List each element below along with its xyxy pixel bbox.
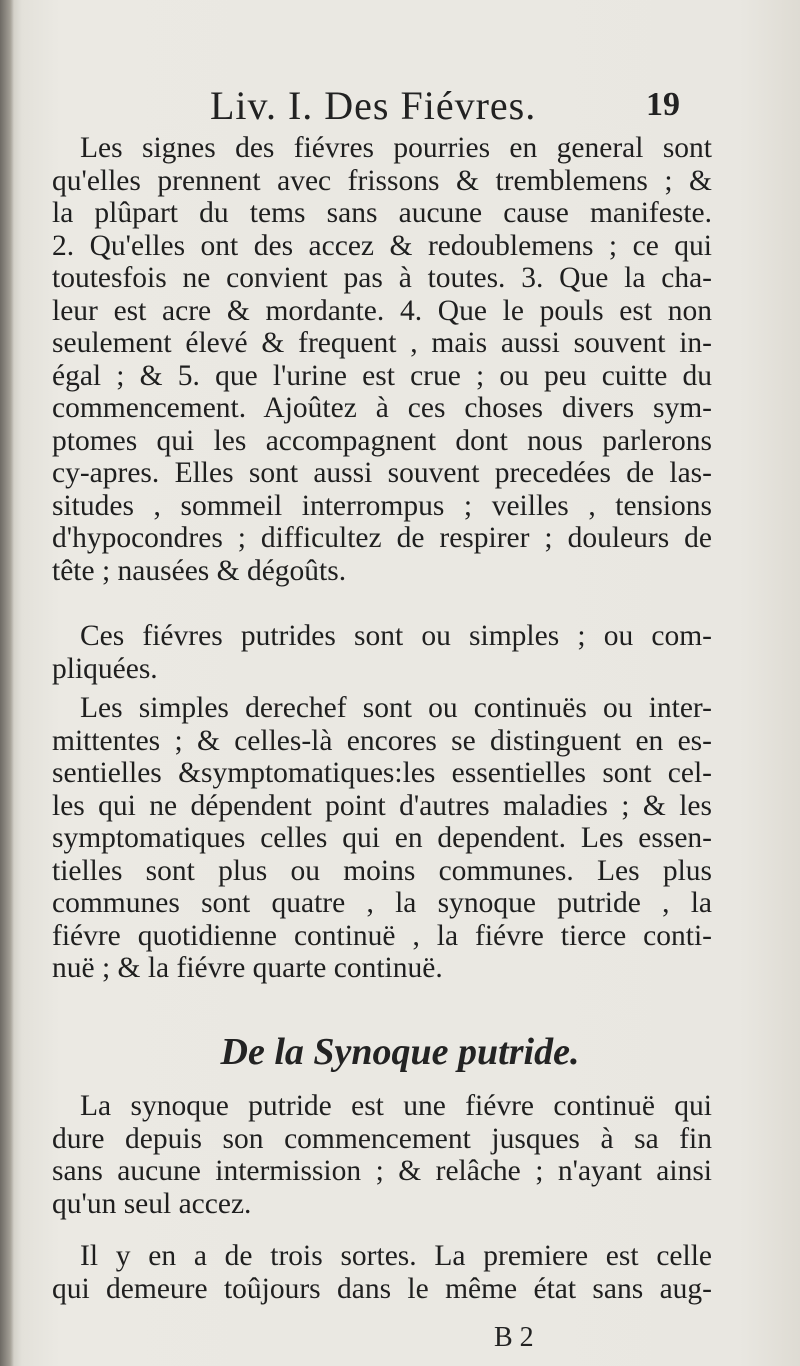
running-head xyxy=(210,82,680,132)
text-line: leur est acre & mordante. 4. Que le pouls est non xyxy=(52,294,712,327)
text-line: La synoque putride est une fiévre continuë qui xyxy=(80,1090,712,1122)
page-number: 19 xyxy=(646,86,680,123)
text-line: pliquées. xyxy=(52,652,158,685)
text-line: commencement. Ajoûtez à ces choses divers sym- xyxy=(52,392,712,424)
text-line: tielles sont plus ou moins communes. Les plus xyxy=(52,854,712,887)
text-line: d'hypocondres ; difficultez de respirer ; douleurs de xyxy=(52,522,712,554)
text-line: cy-apres. Elles sont aussi souvent precedées de las- xyxy=(52,457,712,489)
running-head-title: Liv. I. Des Fiévres. xyxy=(210,83,537,128)
text-line: toutesfois ne convient pas à toutes. 3. Que la cha- xyxy=(52,262,712,294)
paragraph-types xyxy=(52,620,712,685)
text-line: égal ; & 5. que l'urine est crue ; ou peu cuitte du xyxy=(52,359,712,392)
signature-mark: B 2 xyxy=(494,1322,534,1353)
text-line: sans aucune intermission ; & relâche ; n'ayant ainsi xyxy=(52,1155,712,1187)
text-line: Les simples derechef sont ou continuës ou inter- xyxy=(80,692,712,724)
text-line: mittentes ; & celles-là encores se distinguent en es- xyxy=(52,724,712,757)
text-line: dure depuis son commencement jusques à sa fin xyxy=(52,1122,712,1155)
text-line: les qui ne dépendent point d'autres maladies ; & les xyxy=(52,789,712,822)
text-line: fiévre quotidienne continuë , la fiévre tierce conti- xyxy=(52,919,712,952)
text-line: la plûpart du tems sans aucune cause manifeste. xyxy=(52,197,712,229)
paragraph-signs xyxy=(52,132,712,587)
text-line: sentielles &symptomatiques:les essentielles sont cel- xyxy=(52,757,712,789)
text-line: nuë ; & la fiévre quarte continuë. xyxy=(52,952,443,984)
text-line: situdes , sommeil interrompus ; veilles , tensions xyxy=(52,489,712,522)
text-line: qui demeure toûjours dans le même état sans aug- xyxy=(52,1272,712,1305)
text-line: Il y en a de trois sortes. La premiere est celle xyxy=(80,1240,712,1272)
paragraph-synoque xyxy=(52,1090,712,1220)
page-gutter xyxy=(0,0,14,1366)
text-line: Les signes des fiévres pourries en general sont xyxy=(80,132,712,164)
paragraph-sorts xyxy=(52,1240,712,1305)
section-title: De la Synoque putride. xyxy=(220,1031,580,1073)
text-line: ptomes qui les accompagnent dont nous parlerons xyxy=(52,424,712,457)
text-line: qu'elles prennent avec frissons & tremblemens ; & xyxy=(52,164,712,197)
text-line: Ces fiévres putrides sont ou simples ; ou com- xyxy=(80,620,712,652)
text-line: 2. Qu'elles ont des accez & redoublemens ; ce qui xyxy=(52,229,712,262)
text-line: seulement élevé & frequent , mais aussi souvent in- xyxy=(52,327,712,359)
text-line: tête ; nausées & dégoûts. xyxy=(52,554,347,587)
paragraph-simple xyxy=(52,692,712,985)
text-line: communes sont quatre , la synoque putride , la xyxy=(52,887,712,919)
text-line: qu'un seul accez. xyxy=(52,1187,252,1220)
text-line: symptomatiques celles qui en dependent. Les essen- xyxy=(52,822,712,854)
